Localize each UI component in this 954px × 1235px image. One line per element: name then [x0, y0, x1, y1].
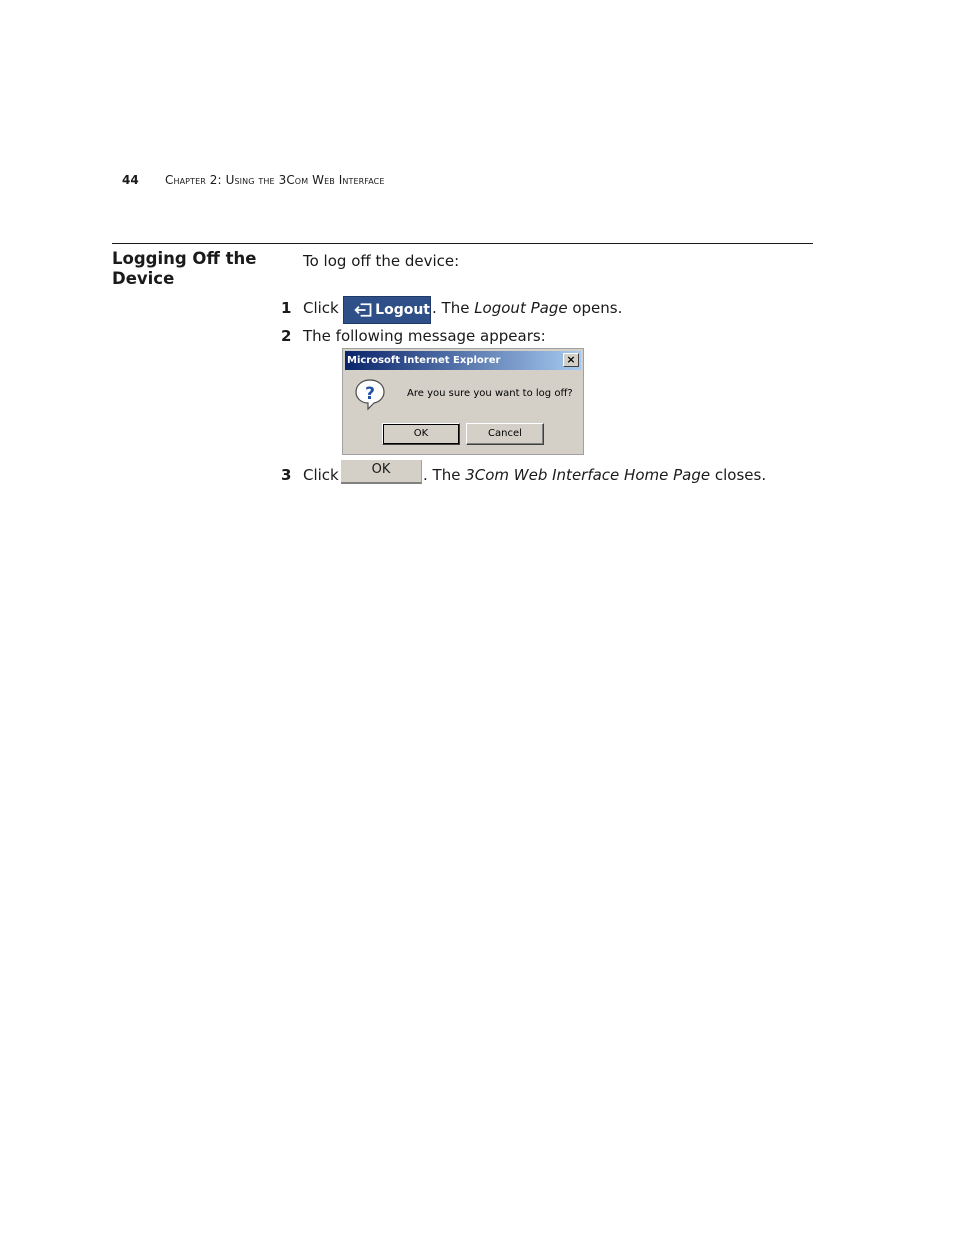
dialog-title: Microsoft Internet Explorer	[347, 355, 501, 366]
step-number: 1	[281, 299, 292, 317]
dialog-ok-button[interactable]: OK	[382, 423, 460, 445]
running-header	[122, 172, 385, 188]
step-text-after-suffix: closes.	[710, 466, 767, 484]
chapter-title: Chapter 2: Using the 3Com Web Interface	[165, 173, 385, 187]
svg-text:?: ?	[365, 384, 375, 404]
step-text-before: Click	[303, 466, 339, 484]
dialog-message: Are you sure you want to log off?	[407, 388, 573, 399]
step-text-emphasis: Logout Page	[474, 299, 568, 317]
intro-text: To log off the device:	[303, 252, 460, 270]
dialog-titlebar	[345, 351, 581, 370]
step-number: 2	[281, 327, 292, 345]
question-icon	[353, 377, 387, 411]
logout-arrow-icon	[354, 301, 372, 319]
step-text-after	[432, 298, 622, 318]
section-heading: Logging Off the Device	[112, 249, 257, 288]
close-icon[interactable]: ×	[563, 353, 579, 367]
ok-button[interactable]: OK	[341, 460, 422, 484]
step-text-emphasis: 3Com Web Interface Home Page	[465, 466, 711, 484]
logout-button[interactable]	[343, 296, 431, 324]
dialog-cancel-button[interactable]: Cancel	[466, 423, 544, 445]
logout-button-label: Logout	[375, 302, 430, 318]
step-text-after-prefix: . The	[432, 299, 475, 317]
section-rule	[112, 243, 813, 244]
page-number: 44	[122, 173, 139, 187]
step-text-after-prefix: . The	[423, 466, 466, 484]
confirm-dialog	[342, 348, 584, 455]
step-text-before: Click	[303, 299, 339, 317]
step-text: The following message appears:	[303, 327, 546, 345]
step-number: 3	[281, 466, 292, 484]
step-text-after-suffix: opens.	[567, 299, 623, 317]
step-text-after	[423, 465, 766, 485]
